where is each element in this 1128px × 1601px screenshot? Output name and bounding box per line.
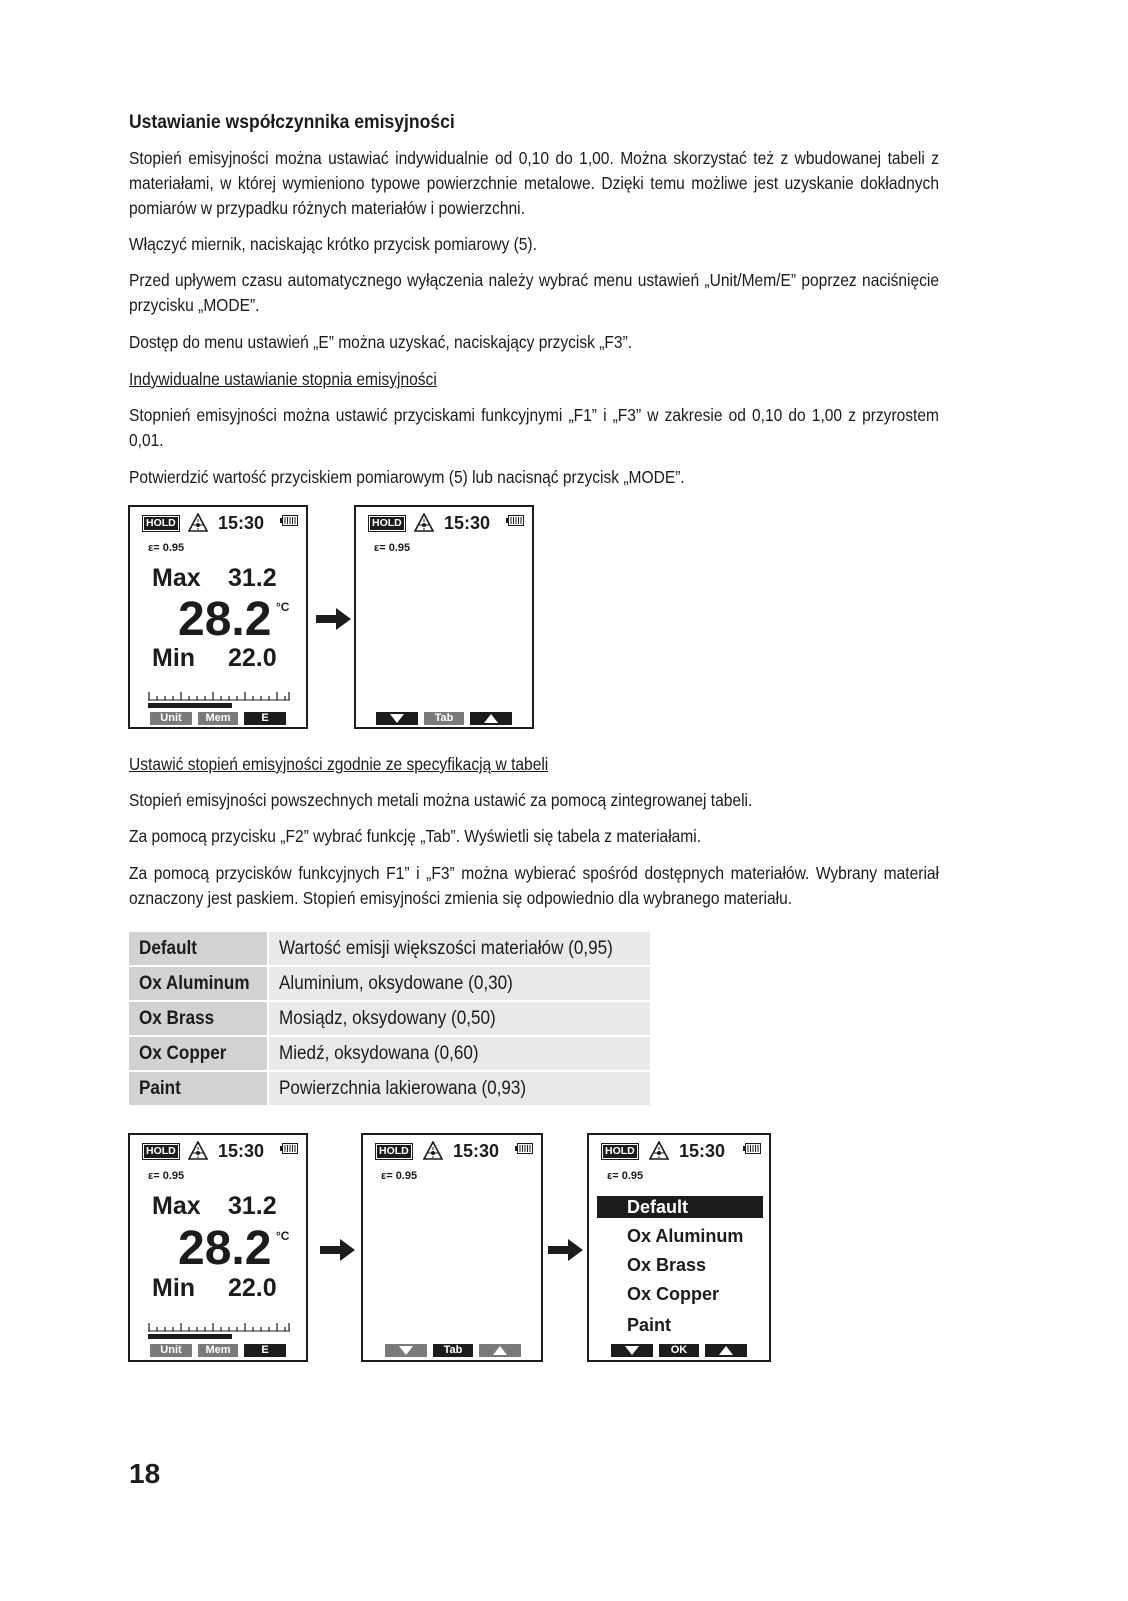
table-row	[129, 967, 652, 1000]
emissivity-readout: ε= 0.95	[148, 542, 185, 554]
page-number: 18	[129, 1458, 161, 1489]
hold-indicator: HOLD	[379, 1145, 409, 1157]
hold-indicator: HOLD	[146, 517, 176, 529]
battery-icon	[515, 1143, 533, 1154]
clock-time: 15:30	[453, 1141, 500, 1161]
table-row	[129, 1002, 652, 1035]
softkey-up[interactable]	[705, 1344, 747, 1357]
paragraph-confirm: Potwierdzić wartość przyciskiem pomiarowym (5) lub nacisnąć przycisk „MODE”.	[129, 467, 685, 487]
arrow-right-icon	[316, 607, 352, 631]
subheading-individual: Indywidualne ustawianie stopnia emisyjności	[129, 369, 437, 389]
material-name: Ox Aluminum	[129, 967, 269, 1000]
material-name: Paint	[129, 1072, 269, 1105]
softkey-e[interactable]: E	[244, 1344, 286, 1357]
softkey-tab[interactable]: Tab	[424, 712, 464, 725]
material-name: Ox Brass	[129, 1002, 269, 1035]
laser-warning-icon	[188, 1141, 208, 1160]
hold-indicator: HOLD	[605, 1145, 635, 1157]
material-description: Wartość emisji większości materiałów (0,95)	[269, 932, 652, 965]
arrow-right-icon	[548, 1238, 584, 1262]
hold-indicator: HOLD	[372, 517, 402, 529]
material-description: Powierzchnia lakierowana (0,93)	[269, 1072, 652, 1105]
emissivity-readout: ε= 0.95	[148, 1170, 185, 1182]
paragraph-power-on: Włączyć miernik, naciskając krótko przycisk pomiarowy (5).	[129, 234, 537, 254]
softkey-down[interactable]	[385, 1344, 427, 1357]
softkey-down[interactable]	[611, 1344, 653, 1357]
paragraph-e-menu: Dostęp do menu ustawień „E” można uzyskać, naciskający przycisk „F3”.	[129, 332, 633, 352]
softkey-unit[interactable]: Unit	[150, 1344, 192, 1357]
max-label: Max	[152, 564, 201, 592]
lcd-screen-material-table	[587, 1133, 771, 1362]
softkey-unit[interactable]: Unit	[150, 712, 192, 725]
emissivity-readout: ε= 0.95	[374, 542, 411, 554]
material-option[interactable]: Ox Brass	[627, 1255, 707, 1275]
material-description: Mosiądz, oksydowany (0,50)	[269, 1002, 652, 1035]
arrow-up-icon	[484, 714, 498, 723]
battery-icon	[506, 515, 524, 526]
arrow-down-icon	[625, 1346, 639, 1355]
hold-indicator: HOLD	[146, 1145, 176, 1157]
min-value: 22.0	[228, 1274, 277, 1302]
bar-graph-fill	[148, 1334, 232, 1339]
softkey-down[interactable]	[376, 712, 418, 725]
material-name: Default	[129, 932, 269, 965]
material-name: Ox Copper	[129, 1037, 269, 1070]
laser-warning-icon	[423, 1141, 443, 1160]
softkey-tab[interactable]: Tab	[433, 1344, 473, 1357]
battery-icon	[280, 515, 298, 526]
clock-time: 15:30	[218, 1141, 265, 1161]
temperature-unit: °C	[276, 600, 290, 614]
clock-time: 15:30	[218, 513, 265, 533]
section-heading: Ustawianie współczynnika emisyjności	[129, 111, 455, 133]
softkey-up[interactable]	[470, 712, 512, 725]
material-option[interactable]: Paint	[627, 1315, 672, 1335]
paragraph-intro: Stopień emisyjności można ustawiać indywidualnie od 0,10 do 1,00. Można skorzystać też z wbudowanej tabeli z materiałami, w której wymieniono typowe powierzchnie metalowe. Dzięki temu możliwe jest uzyskanie dokładnych pomiarów w przypadku różnych materiałów i powierzchni.	[129, 148, 939, 218]
softkey-ok[interactable]: OK	[659, 1344, 699, 1357]
max-value: 31.2	[228, 1192, 277, 1220]
table-row	[129, 1072, 652, 1105]
softkey-e[interactable]: E	[244, 712, 286, 725]
material-option-selected[interactable]: Default	[597, 1196, 763, 1218]
lcd-screen-measurement	[128, 1133, 308, 1362]
arrow-up-icon	[493, 1346, 507, 1355]
lcd-screen-emissivity	[354, 505, 534, 729]
laser-warning-icon	[414, 513, 434, 532]
paragraph-f2-tab: Za pomocą przycisku „F2” wybrać funkcję „Tab”. Wyświetli się tabela z materiałami.	[129, 826, 702, 846]
min-label: Min	[152, 1274, 196, 1302]
material-description: Aluminium, oksydowane (0,30)	[269, 967, 652, 1000]
clock-time: 15:30	[679, 1141, 726, 1161]
softkey-up[interactable]	[479, 1344, 521, 1357]
paragraph-select-material: Za pomocą przycisków funkcyjnych F1” i „F3” można wybierać spośród dostępnych materiałów. Wybrany materiał oznaczony jest paskiem. Stopień emisyjności zmienia się odpowiednio dla wybranego materiału.	[129, 863, 939, 908]
temperature-value: 28.2	[178, 1222, 272, 1275]
bar-graph-fill	[148, 703, 232, 708]
emissivity-readout: ε= 0.95	[381, 1170, 418, 1182]
paragraph-f1-f3: Stopnień emisyjności można ustawić przyciskami funkcyjnymi „F1” i „F3” w zakresie od 0,10 do 1,00 z przyrostem 0,01.	[129, 405, 939, 450]
arrow-up-icon	[719, 1346, 733, 1355]
paragraph-table-intro: Stopień emisyjności powszechnych metali można ustawić za pomocą zintegrowanej tabeli.	[129, 790, 753, 810]
clock-time: 15:30	[444, 513, 491, 533]
softkey-mem[interactable]: Mem	[198, 712, 238, 725]
material-option[interactable]: Ox Copper	[627, 1284, 720, 1304]
temperature-unit: °C	[276, 1229, 290, 1243]
table-row	[129, 932, 652, 965]
arrow-right-icon	[320, 1238, 356, 1262]
paragraph-mode-menu: Przed upływem czasu automatycznego wyłączenia należy wybrać menu ustawień „Unit/Mem/E” poprzez naciśnięcie przycisku „MODE”.	[129, 270, 939, 315]
material-description: Miedź, oksydowana (0,60)	[269, 1037, 652, 1070]
lcd-screen-measurement	[128, 505, 308, 729]
laser-warning-icon	[188, 513, 208, 532]
max-label: Max	[152, 1192, 201, 1220]
arrow-down-icon	[390, 714, 404, 723]
max-value: 31.2	[228, 564, 277, 592]
arrow-down-icon	[399, 1346, 413, 1355]
battery-icon	[743, 1143, 761, 1154]
bar-graph-scale	[148, 1320, 290, 1340]
laser-warning-icon	[649, 1141, 669, 1160]
emissivity-readout: ε= 0.95	[607, 1170, 644, 1182]
softkey-mem[interactable]: Mem	[198, 1344, 238, 1357]
temperature-value: 28.2	[178, 593, 272, 646]
min-label: Min	[152, 644, 196, 672]
subheading-table: Ustawić stopień emisyjności zgodnie ze specyfikacją w tabeli	[129, 754, 549, 774]
materials-table	[129, 930, 652, 1107]
battery-icon	[280, 1143, 298, 1154]
min-value: 22.0	[228, 644, 277, 672]
material-option[interactable]: Ox Aluminum	[627, 1226, 744, 1246]
table-row	[129, 1037, 652, 1070]
lcd-screen-emissivity	[361, 1133, 543, 1362]
bar-graph-scale	[148, 689, 290, 709]
